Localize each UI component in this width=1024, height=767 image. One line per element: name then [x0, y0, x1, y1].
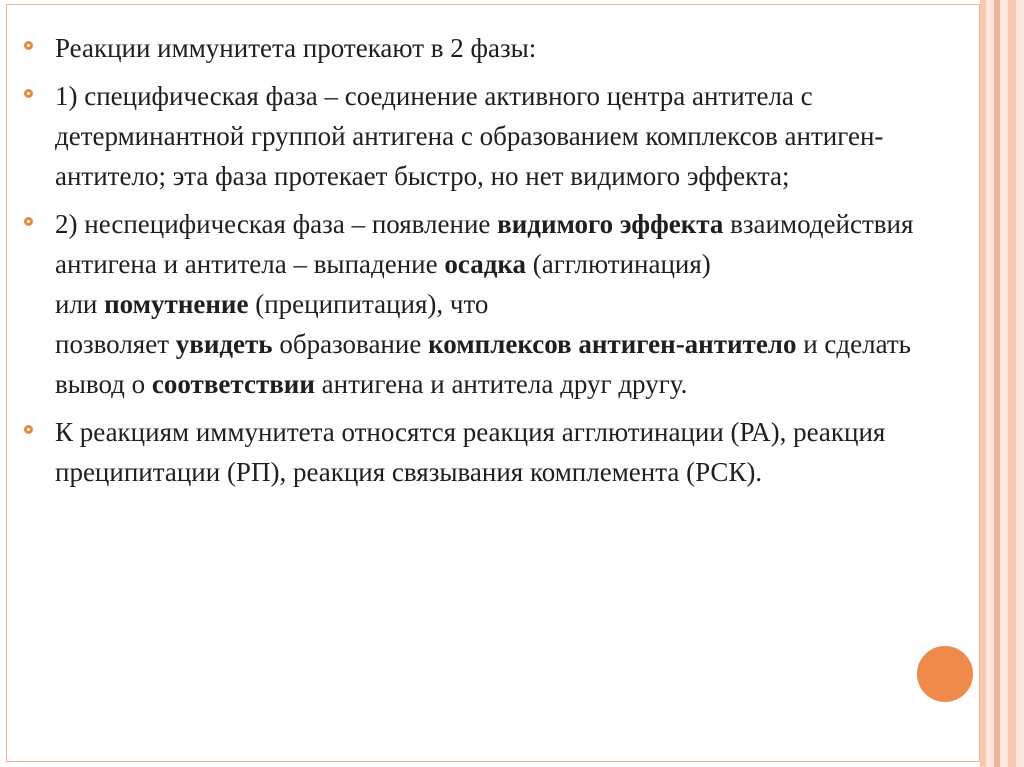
decorative-stripes — [980, 0, 1024, 767]
slide-content — [22, 28, 922, 500]
bold-text: помутнение — [104, 289, 249, 319]
text-segment: позволяет — [55, 329, 176, 359]
bullet-nonspecific-phase — [22, 204, 922, 404]
text-segment: Реакции иммунитета протекают в 2 фазы: — [55, 33, 537, 63]
text-segment: (преципитация), что — [248, 289, 489, 319]
bullet-text — [55, 209, 913, 399]
ring-bullet-icon — [24, 217, 33, 226]
text-segment: (агглютинация) — [526, 249, 711, 279]
bold-text: видимого эффекта — [497, 209, 724, 239]
text-segment: 2) неспецифическая фаза – появление — [55, 209, 498, 239]
text-segment: и сделать вывод о — [55, 329, 911, 399]
text-segment: или — [55, 289, 105, 319]
stripe — [1008, 0, 1016, 767]
bullet-intro — [22, 28, 922, 68]
bold-text: соответствии — [151, 369, 315, 399]
bullet-text — [55, 81, 883, 191]
ring-bullet-icon — [24, 89, 33, 98]
bullet-text — [55, 417, 885, 487]
text-segment: антигена и антитела друг другу. — [314, 369, 688, 399]
ring-bullet-icon — [24, 425, 33, 434]
bullet-reactions-list — [22, 412, 922, 492]
text-segment: взаимодействия антигена и антитела – выпадение — [55, 209, 914, 279]
text-segment: образование — [272, 329, 429, 359]
orange-circle-decoration — [914, 643, 976, 705]
text-segment: 1) специфическая фаза – соединение активного центра антитела с детерминантной группой антигена с образованием комплексов антиген-антитело; эта фаза протекает быстро, но нет видимого эффекта; — [55, 81, 884, 191]
ring-bullet-icon — [24, 41, 33, 50]
bold-text: комплексов антиген-антитело — [428, 329, 797, 359]
stripe — [1000, 0, 1008, 767]
bullet-specific-phase — [22, 76, 922, 196]
bullet-text — [55, 33, 536, 63]
bold-text: увидеть — [175, 329, 273, 359]
stripe — [986, 0, 994, 767]
stripe — [1016, 0, 1024, 767]
bold-text: осадка — [444, 249, 526, 279]
text-segment: К реакциям иммунитета относятся реакция агглютинации (РА), реакция преципитации (РП), реакция связывания комплемента (РСК). — [55, 417, 886, 487]
